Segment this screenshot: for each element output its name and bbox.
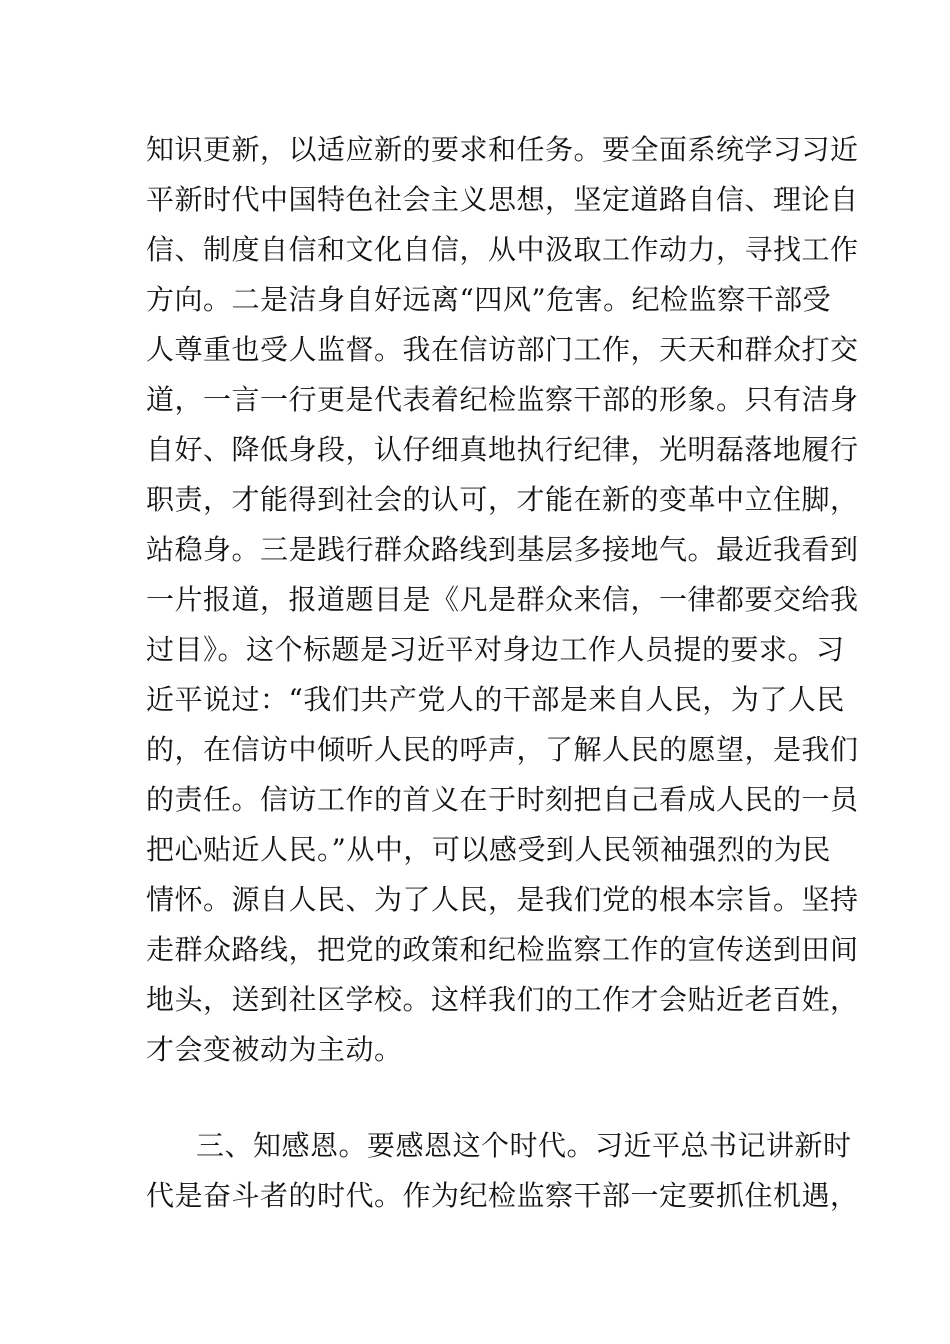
text-line: 代是奋斗者的时代。作为纪检监察干部一定要抓住机遇， bbox=[146, 1179, 859, 1212]
text-line: 职责，才能得到社会的认可，才能在新的变革中立住脚， bbox=[146, 483, 859, 516]
text-line: 平新时代中国特色社会主义思想，坚定道路自信、理论自 bbox=[146, 183, 859, 216]
text-line: 的责任。信访工作的首义在于时刻把自己看成人民的一员 bbox=[146, 783, 859, 816]
text-line: 站稳身。三是践行群众路线到基层多接地气。最近我看到 bbox=[146, 533, 859, 566]
text-line: 信、制度自信和文化自信，从中汲取工作动力，寻找工作 bbox=[146, 233, 859, 266]
text-line: 道，一言一行更是代表着纪检监察干部的形象。只有洁身 bbox=[146, 383, 859, 416]
text-line: 一片报道，报道题目是《凡是群众来信，一律都要交给我 bbox=[146, 583, 859, 616]
text-line: 地头，送到社区学校。这样我们的工作才会贴近老百姓， bbox=[146, 983, 859, 1016]
text-line: 近平说过：“我们共产党人的干部是来自人民，为了人民 bbox=[146, 683, 845, 716]
text-line: 知识更新，以适应新的要求和任务。要全面系统学习习近 bbox=[146, 133, 859, 166]
text-line: 自好、降低身段，认仔细真地执行纪律，光明磊落地履行 bbox=[146, 433, 859, 466]
text-line: 才会变被动为主动。 bbox=[146, 1033, 403, 1066]
text-line: 情怀。源自人民、为了人民，是我们党的根本宗旨。坚持 bbox=[146, 883, 859, 916]
section-heading-line: 三、知感恩。要感恩这个时代。习近平总书记讲新时 bbox=[196, 1129, 852, 1162]
text-line: 的，在信访中倾听人民的呼声，了解人民的愿望，是我们 bbox=[146, 733, 859, 766]
text-line: 人尊重也受人监督。我在信访部门工作，天天和群众打交 bbox=[146, 333, 859, 366]
text-line: 把心贴近人民。”从中，可以感受到人民领袖强烈的为民 bbox=[146, 833, 831, 866]
text-line: 走群众路线，把党的政策和纪检监察工作的宣传送到田间 bbox=[146, 933, 859, 966]
text-line: 过目》。这个标题是习近平对身边工作人员提的要求。习 bbox=[146, 633, 845, 666]
text-line: 方向。二是洁身自好远离“四风”危害。纪检监察干部受 bbox=[146, 283, 832, 316]
